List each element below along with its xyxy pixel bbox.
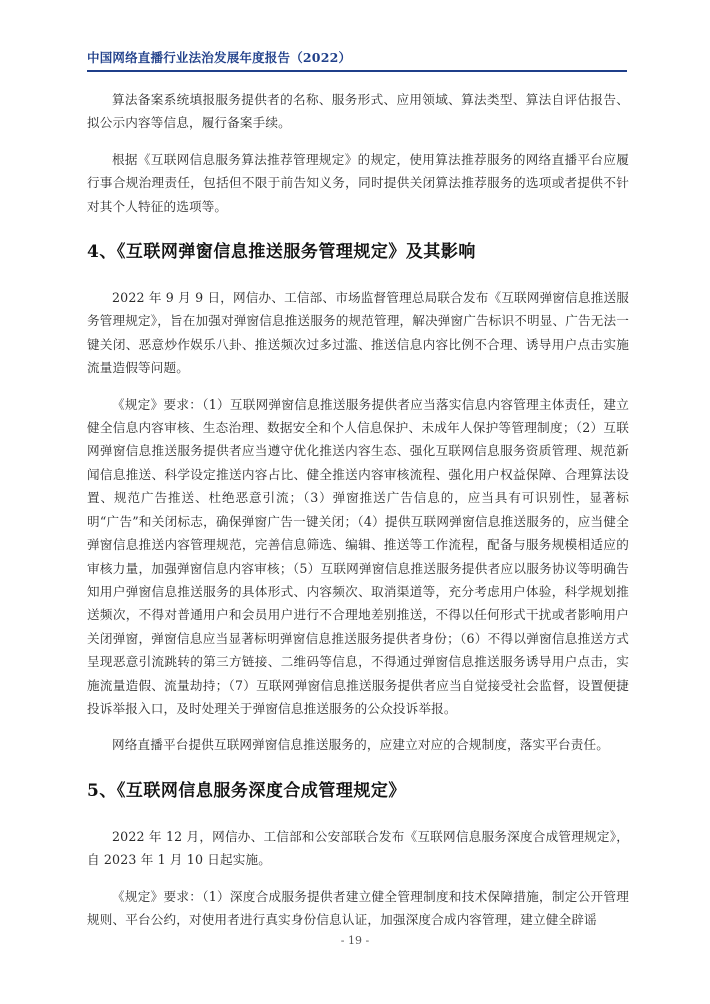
- paragraph: 2022 年 12 月，网信办、工信部和公安部联合发布《互联网信息服务深度合成管理规定》，自 2023 年 1 月 10 日起实施。: [87, 828, 629, 868]
- paragraph: 《规定》要求：（1）深度合成服务提供者建立健全管理制度和技术保障措施，制定公开管理规则、平台公约，对使用者进行真实身份信息认证，加强深度合成内容管理，建立健全辟谣: [87, 888, 629, 927]
- header-divider: [87, 70, 627, 72]
- section-4-heading: 4、《互联网弹窗信息推送服务管理规定》及其影响: [87, 242, 476, 263]
- paragraph: 《规定》要求：（1）互联网弹窗信息推送服务提供者应当落实信息内容管理主体责任，建立健全信息内容审核、生态治理、数据安全和个人信息保护、未成年人保护等管理制度；（2）互联网弹窗信息推送服务提供者应当遵守优化推送内容生态、强化互联网信息服务资质管理、规范新闻信息推送、科学设定推送内容占比、健全推送内容审核流程、强化用户权益保障、合理算法设置、规范广告推送、杜绝恶意引流；（3）弹窗推送广告信息的，应当具有可识别性，显著标明“广告”和关闭标志，确保弹窗广告一键关闭；（4）提供互联网弹窗信息推送服务的，应当健全弹窗信息推送内容管理规范，完善信息筛选、编辑、推送等工作流程，配备与服务规模相适应的审核力量，加强弹窗信息内容审核；（5）互联网弹窗信息推送服务提供者应以服务协议等明确告知用户弹窗信息推送服务的具体形式、内容频次、取消渠道等，充分考虑用户体验，科学规划推送频次，不得对普通用户和会员用户进行不合理地差别推送，不得以任何形式干扰或者影响用户关闭弹窗，弹窗信息应当显著标明弹窗信息推送服务提供者身份；（6）不得以弹窗信息推送方式呈现恶意引流跳转的第三方链接、二维码等信息，不得通过弹窗信息推送服务诱导用户点击，实施流量造假、流量劫持；（7）互联网弹窗信息推送服务提供者应当自觉接受社会监督，设置便捷投诉举报入口，及时处理关于弹窗信息推送服务的公众投诉举报。: [87, 396, 629, 716]
- page-header: [87, 50, 627, 66]
- section-5-heading: 5、《互联网信息服务深度合成管理规定》: [87, 780, 406, 801]
- report-title: 中国网络直播行业法治发展年度报告（2022）: [87, 50, 352, 65]
- paragraph: 根据《互联网信息服务算法推荐管理规定》的规定，使用算法推荐服务的网络直播平台应履行事合规治理责任，包括但不限于前告知义务，同时提供关闭算法推荐服务的选项或者提供不针对其个人特征的选项等。: [87, 151, 629, 214]
- page-body: [87, 88, 629, 931]
- page-number: - 19 -: [340, 934, 370, 947]
- paragraph: 2022 年 9 月 9 日，网信办、工信部、市场监督管理总局联合发布《互联网弹窗信息推送服务管理规定》，旨在加强对弹窗信息推送服务的规范管理，解决弹窗广告标识不明显、广告无法一键关闭、恶意炒作娱乐八卦、推送频次过多过滥、推送信息内容比例不合理、诱导用户点击实施流量造假等问题。: [87, 290, 629, 376]
- paragraph: 算法备案系统填报服务提供者的名称、服务形式、应用领域、算法类型、算法自评估报告、拟公示内容等信息，履行备案手续。: [87, 92, 629, 131]
- paragraph: 网络直播平台提供互联网弹窗信息推送服务的，应建立对应的合规制度，落实平台责任。: [112, 737, 610, 753]
